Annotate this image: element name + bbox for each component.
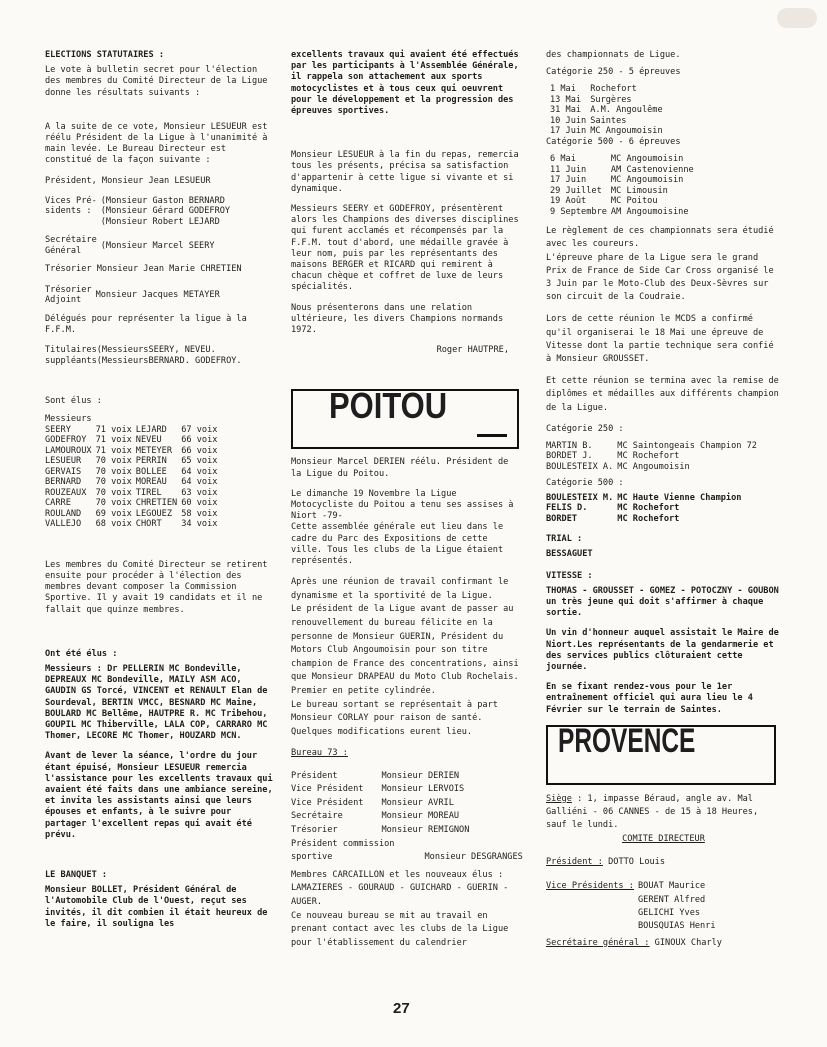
vote-cell: 70 voix (95, 487, 132, 498)
table-row (550, 165, 698, 176)
calendar-cell: MC Angoumoisin (610, 154, 684, 165)
calendar-cell: 31 Mai (550, 105, 582, 116)
vote-cell: MOREAU (135, 477, 167, 488)
vote-cell: 70 voix (95, 477, 132, 488)
table-row (45, 477, 221, 488)
table-row (45, 456, 221, 467)
siege-label: Siège (546, 793, 572, 804)
elected-heading: Ont été élus : (45, 648, 118, 659)
bureau-cell: Président (291, 770, 338, 781)
paragraph: Un vin d'honneur auquel assistait le Maire de Niort.Les représentants de la gendarmerie et des services publics clôturaient cette journée. (546, 628, 779, 672)
label: Trésorier Adjoint (45, 284, 92, 306)
table-row (550, 95, 667, 106)
vote-cell: 70 voix (95, 466, 132, 477)
vote-cell: NEVEU (135, 435, 162, 446)
champion-cell: MC Rochefort (617, 503, 680, 514)
vote-cell: 58 voix (181, 508, 218, 519)
calendar-cell: 17 Juin (550, 126, 587, 137)
paragraph: Messieurs SEERY et GODEFROY, présentèrent alors les Champions des diverses disciplines qui furent acclamés et récompensés par la F.F.M. tout d'abord, une médaille gravée à leur nom, puis par les représentants des maisons BERGER et RICARD qui remirent à chacun chèque et coffret de luxe de leurs spécialités. (291, 204, 519, 293)
c250-heading: Catégorie 250 : (546, 423, 624, 434)
table-row (45, 488, 221, 499)
table-row (550, 175, 698, 186)
vote-cell: 71 voix (95, 445, 132, 456)
paragraph: excellents travaux qui avaient été effectués par les participants à l'Assemblée Générale, il rappela son attachement aux sports motocyclistes et à tous ceux qui oeuvrent pour le développement et la progression des épreuves sportives. (291, 50, 519, 117)
calendar-cell: 1 Mai (550, 84, 576, 95)
calendar-cell: MC Limousin (610, 185, 668, 196)
label: Vices Pré- sidents : (45, 195, 97, 217)
table-row (291, 783, 487, 797)
table-row (291, 797, 487, 811)
table-row (291, 810, 487, 824)
vote-cell: 67 voix (181, 424, 218, 435)
vote-cell: LEGOUEZ (135, 508, 173, 519)
bureau-cell: Vice Président (291, 797, 364, 808)
table-row (550, 207, 698, 218)
calendar-cell: MC Poitou (610, 196, 658, 207)
trial-name: BESSAGUET (546, 549, 593, 560)
champion-cell: BOULESTEIX A. (546, 461, 614, 472)
calendar-500 (550, 154, 698, 217)
paragraph: Monsieur LESUEUR à la fin du repas, remercia tous les présents, précisa sa satisfaction d'appartenir à cette ligue si vivante et si dynamique. (291, 150, 519, 194)
calendar-cell: AM Angoumoisine (610, 206, 689, 217)
table-row (550, 116, 667, 127)
votes-table (45, 425, 221, 530)
vp-name: GERENT Alfred (637, 894, 706, 905)
president-line: Président, Monsieur Jean LESUEUR (45, 175, 211, 186)
bureau-cell: Trésorier (291, 825, 338, 835)
champion-cell: MC Haute Vienne Champion (617, 492, 742, 503)
paragraph: Monsieur BOLLET, Président Général de l'Automobile Club de l'Ouest, reçut ses invités, il dit combien il était heureux de le faire, il souligna les (45, 885, 268, 929)
poitou-title: POITOU (329, 385, 448, 427)
paragraph: THOMAS - GROUSSET - GOMEZ - POTOCZNY - GOUBON un très jeune qui doit s'affirmer à chaque sortie. (546, 585, 779, 619)
table-row (550, 126, 667, 137)
scan-artifact (777, 8, 817, 28)
vote-cell: 34 voix (181, 519, 218, 530)
champion-cell: MC Rochefort (617, 513, 680, 524)
sg-label: Secrétaire général : (546, 937, 650, 948)
vote-cell: GODEFROY (45, 435, 87, 446)
calendar-cell: Surgères (590, 94, 632, 105)
table-row (546, 451, 761, 462)
bureau-cell: Monsieur LERVOIS (381, 784, 465, 795)
vote-cell: PERRIN (135, 456, 167, 467)
champions-500 (546, 493, 745, 525)
bureau-cell: Monsieur REMIGNON (381, 825, 470, 835)
vote-cell: ROUZEAUX (45, 487, 87, 498)
table-row (546, 514, 745, 525)
names: Monsieur DESGRANGES (424, 852, 523, 863)
table-row (45, 467, 221, 478)
vp-label: Vice Présidents : (546, 881, 634, 892)
provence-title: PROVENCE (558, 721, 696, 760)
calendar-cell: MC Angoumoisin (590, 126, 663, 137)
calendar-cell: 19 Août (550, 196, 587, 207)
champion-cell: MC Rochefort (617, 451, 680, 462)
vp-name: BOUSQUIAS Henri (637, 921, 716, 932)
c500-heading: Catégorie 500 : (546, 478, 624, 489)
president-name: DOTTO Louis (608, 857, 666, 867)
names: (Monsieur Gaston BERNARD (Monsieur Gérard GODEFROY (Monsieur Robert LEJARD (100, 195, 231, 227)
vote-cell: BOLLEE (135, 466, 167, 477)
vp-name: BOUAT Maurice (637, 881, 706, 892)
calendar-250 (550, 84, 667, 137)
calendar-cell: AM Castenovienne (610, 164, 694, 175)
page-number: 27 (393, 1000, 410, 1017)
vote-cell: CARRE (45, 498, 71, 509)
paragraph: Le dimanche 19 Novembre la Ligue Motocycliste du Poitou a tenu ses assises à Niort -79- Cette assemblée générale eut lieu dans le cadre du Parc des Expositions de cette ville. Tous les clubs de la Ligue étaient représentés. (291, 488, 514, 567)
paragraph: Messieurs : Dr PELLERIN MC Bondeville, DEPREAUX MC Bondeville, MAILY ASM ACO, GAUDIN GS Torcé, VINCENT et RENAULT Elan de Sourdeval, BERTIN VMCC, BESNARD MC Maine, BOULARD MC Bellême, HAUTPRE R. MC Tribehou, GOUPIL MC Thiberville, LALA COP, CARRARO MC Thomer, LECORE MC Thomer, HOUZARD MCN. (45, 663, 268, 742)
secretary-block (45, 235, 219, 256)
champions-250 (546, 441, 761, 473)
label: Président commission sportive (291, 838, 395, 863)
table-row (550, 154, 698, 165)
paragraph: Membres CARCAILLON et les nouveaux élus : LAMAZIERES - GOURAUD - GUICHARD - GUERIN - AUGER. Ce nouveau bureau se mit au travail en prenant contact avec les clubs de la Ligue pour l'établissement du calendrier (291, 869, 509, 948)
bureau-cell: Vice Président (291, 784, 364, 795)
calendar-cell: 29 Juillet (550, 185, 602, 196)
column-2 (291, 50, 523, 959)
paragraph: Après une réunion de travail confirmant le dynamisme et la sportivité de la Ligue. Le président de la Ligue avant de passer au renouvellement du bureau félicite en la personne de Monsieur GUERIN, Président du Motors Club Angoumoisin pour son titre champion de France des concentrations, ainsi que Monsieur DRAPEAU du Moto Club Rochelais. Premier en petite cylindrée. Le bureau sortant se représentait à part Monsieur CORLAY pour raison de santé. Quelques modifications eurent lieu. (291, 577, 519, 737)
vote-cell: GERVAIS (45, 466, 82, 477)
table-row (291, 770, 487, 784)
bureau-heading: Bureau 73 : (291, 748, 348, 759)
column-1 (45, 50, 273, 939)
paragraph: Les membres du Comité Directeur se retirent ensuite pour procéder à l'élection des membres devant composer la Commission Sportive. Il y avait 19 candidats et il ne fallait que quinze membres. (45, 559, 268, 615)
calendar-cell: Rochefort (590, 84, 637, 95)
names: Monsieur Jacques METAYER (95, 289, 220, 300)
calendar-cell: 10 Juin (550, 115, 587, 126)
table-row (45, 425, 221, 436)
comite-heading: COMITE DIRECTEUR (622, 833, 705, 844)
champion-cell: MARTIN B. (546, 440, 593, 451)
paragraph: Avant de lever la séance, l'ordre du jour étant épuisé, Monsieur LESUEUR remercia l'assistance pour les excellents travaux qui avaient été faits dans une ambiance sereine, et invita les assistants ainsi que leurs épouses et enfants, à le suivre pour partager l'excellent repas qui avait été prévu. (45, 751, 273, 840)
delegates-line: Délégués pour représenter la ligue à la F.F.M. (45, 313, 247, 335)
calendar-cell: 17 Juin (550, 175, 587, 186)
vote-cell: TIREL (135, 487, 162, 498)
cat250-heading: Catégorie 250 - 5 épreuves (546, 67, 681, 78)
messieurs-label: Messieurs (45, 413, 92, 424)
champion-cell: BORDET J. (546, 451, 593, 462)
table-row (550, 105, 667, 116)
vice-presidents-block (45, 196, 234, 228)
table-row (546, 462, 761, 473)
vice-presidents-block (546, 880, 720, 934)
vote-cell: ROULAND (45, 508, 82, 519)
vote-cell: 69 voix (95, 508, 132, 519)
bureau-cell: Secrétaire (291, 811, 343, 822)
elections-heading: ELECTIONS STATUTAIRES : (45, 50, 164, 60)
vote-cell: CHORT (135, 519, 162, 530)
table-row (546, 503, 745, 514)
elected-heading: Sont élus : (45, 396, 102, 407)
calendar-cell: 13 Mai (550, 94, 582, 105)
vote-cell: BERNARD (45, 477, 82, 488)
provence-title-box (546, 721, 776, 785)
vote-cell: LEJARD (135, 424, 167, 435)
paragraph: Lors de cette réunion le MCDS a confirmé qu'il organiserai le 18 Mai une épreuve de Vitesse dont la partie technique sera confié à Monsieur GROUSSET. (546, 314, 774, 364)
vote-cell: 60 voix (181, 498, 218, 509)
champion-cell: MC Angoumoisin (617, 461, 690, 472)
champion-cell: BORDET (546, 513, 578, 524)
treasurer-line: Trésorier Monsieur Jean Marie CHRETIEN (45, 264, 242, 275)
table-row (45, 435, 221, 446)
table-row (45, 498, 221, 509)
vote-cell: 64 voix (181, 477, 218, 488)
calendar-cell: Saintes (590, 115, 627, 126)
label: Secrétaire Général (45, 235, 97, 256)
paragraph: Nous présenterons dans une relation ultérieure, les divers Champions normands 1972. (291, 302, 504, 336)
trial-heading: TRIAL : (546, 534, 583, 545)
poitou-title-box (291, 385, 519, 449)
sg-name: GINOUX Charly (654, 937, 722, 948)
table-row (550, 196, 698, 207)
commission-block (291, 838, 527, 865)
secretary-line (546, 938, 781, 949)
bureau-cell: Monsieur AVRIL (381, 797, 454, 808)
titulaires-line: Titulaires(MessieursSEERY, NEVEU. suppléants(MessieursBERNARD. GODEFROY. (45, 344, 242, 367)
table-row (45, 446, 221, 457)
title-rule (477, 434, 507, 437)
vote-cell: 66 voix (181, 445, 218, 456)
calendar-cell: 6 Mai (550, 154, 576, 165)
vote-cell: METEYER (135, 445, 173, 456)
column-3 (546, 50, 781, 949)
calendar-cell: MC Angoumoisin (610, 175, 684, 186)
cat500-heading: Catégorie 500 - 6 épreuves (546, 136, 681, 147)
vote-cell: 63 voix (181, 487, 218, 498)
calendar-cell: A.M. Angoulême (590, 105, 663, 116)
vote-cell: LAMOUROUX (45, 445, 92, 456)
vote-cell: 70 voix (95, 456, 132, 467)
vitesse-heading: VITESSE : (546, 570, 593, 581)
calendar-cell: 9 Septembre (550, 206, 607, 217)
vp-name: GELICHI Yves (637, 908, 701, 919)
paragraph: des championnats de Ligue. (546, 50, 681, 60)
bureau-cell: Monsieur DERIEN (381, 770, 460, 781)
table-row (45, 519, 221, 530)
vote-cell: SEERY (45, 424, 71, 435)
champion-cell: MC Saintongeais Champion 72 (617, 440, 757, 451)
siege-text: : 1, impasse Béraud, angle av. Mal Galliéni - 06 CANNES - de 15 à 18 Heures, sauf le lundi. (546, 793, 759, 830)
siege-block (546, 793, 781, 832)
paragraph: Le règlement de ces championnats sera étudié avec les coureurs. L'épreuve phare de la Ligue sera le grand Prix de France de Side Car Cross organisé le 3 Juin par le Moto-Club des Deux-Sèvres sur son circuit de la Coudraie. (546, 226, 774, 303)
champion-cell: FELIS D. (546, 503, 588, 514)
vote-cell: 64 voix (181, 466, 218, 477)
paragraph: Le vote à bulletin secret pour l'élection des membres du Comité Directeur de la Ligue donne les résultats suivants : (45, 65, 268, 98)
paragraph: Monsieur Marcel DERIEN réélu. Président de la Ligue du Poitou. (291, 457, 509, 479)
names: (Monsieur Marcel SEERY (100, 240, 215, 251)
table-row (546, 493, 745, 504)
president-label: Président : (546, 857, 603, 867)
table-row (550, 84, 667, 95)
paragraph: A la suite de ce vote, Monsieur LESUEUR est réélu Président de la Ligue à l'unanimité à main levée. Le Bureau Directeur est constitué de la façon suivante : (45, 121, 268, 166)
bureau-cell: Monsieur MOREAU (381, 811, 460, 822)
vote-cell: VALLEJO (45, 519, 82, 530)
signature: Roger HAUTPRE, (436, 345, 509, 356)
table-row (546, 441, 761, 452)
banquet-heading: LE BANQUET : (45, 870, 108, 881)
vote-cell: 71 voix (95, 435, 132, 446)
calendar-cell: 11 Juin (550, 164, 587, 175)
bureau-table (291, 770, 487, 838)
vote-cell: LESUEUR (45, 456, 82, 467)
paragraph: En se fixant rendez-vous pour le 1er entraînement officiel qui aura lieu le 4 Février sur le terrain de Saintes. (546, 682, 753, 715)
vote-cell: 66 voix (181, 435, 218, 446)
vote-cell: 68 voix (95, 519, 132, 530)
vp-names (638, 880, 720, 934)
table-row (45, 509, 221, 520)
champion-cell: BOULESTEIX M. (546, 492, 614, 503)
paragraph: Et cette réunion se termina avec la remise de diplômes et médailles aux différents champion de la Ligue. (546, 376, 779, 413)
vote-cell: 71 voix (95, 424, 132, 435)
treasurer-adjoint-block (45, 285, 224, 306)
vote-cell: 70 voix (95, 498, 132, 509)
vote-cell: CHRETIEN (135, 498, 178, 509)
president-line (546, 857, 781, 868)
vote-cell: 65 voix (181, 456, 218, 467)
table-row (550, 186, 698, 197)
table-row (291, 824, 487, 838)
